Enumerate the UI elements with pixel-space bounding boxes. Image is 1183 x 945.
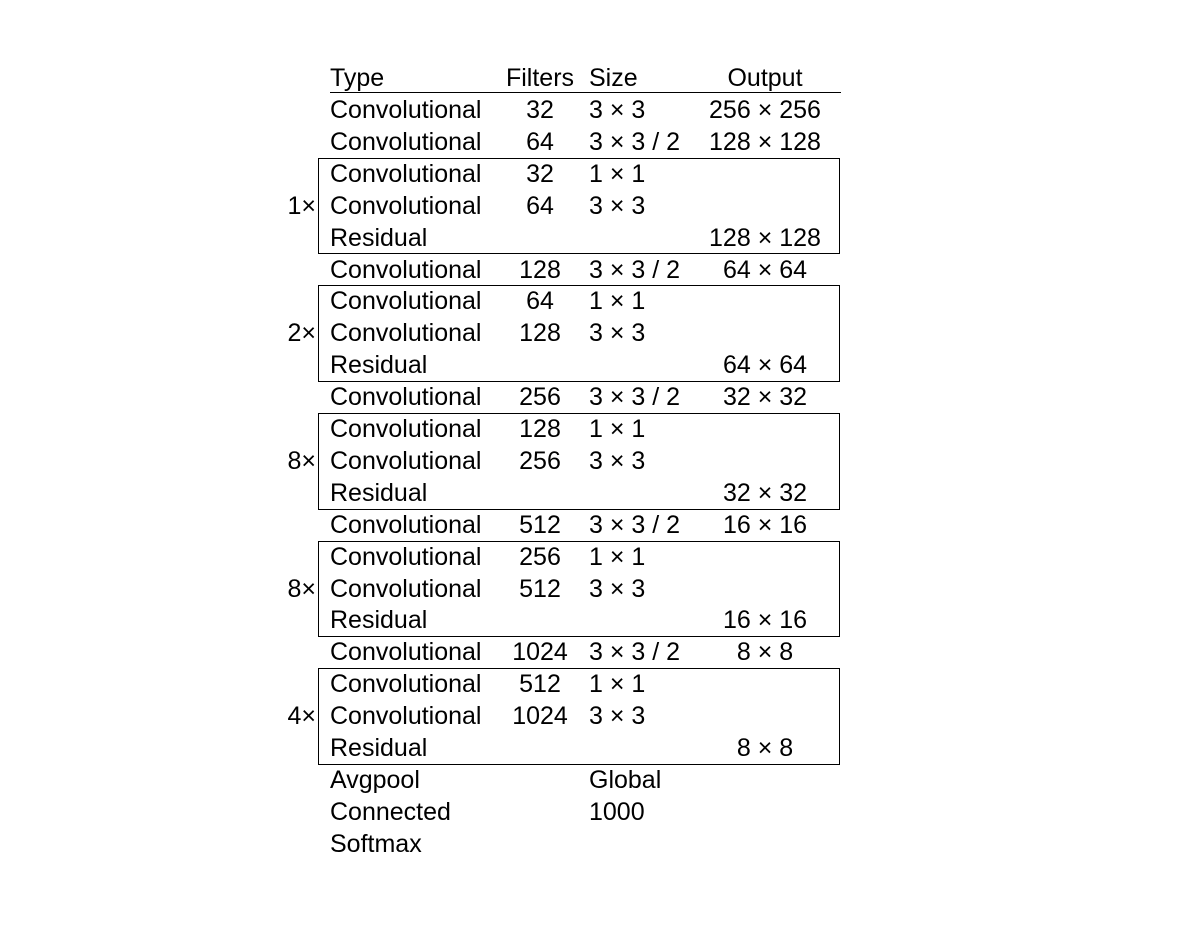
layer-filters: 512 xyxy=(519,510,561,539)
layer-size: 3 × 3 xyxy=(589,319,646,348)
layer-output: 64 × 64 xyxy=(722,255,808,284)
layer-output xyxy=(700,285,830,317)
layer-size: 3 × 3 / 2 xyxy=(589,255,681,284)
layer-output: 16 × 16 xyxy=(722,606,808,635)
layer-filters: 512 xyxy=(519,574,561,603)
layer-type: Convolutional xyxy=(330,159,482,188)
layer-output xyxy=(700,190,830,222)
layer-type: Convolutional xyxy=(330,96,482,124)
header-output: Output xyxy=(727,64,803,92)
layer-type: Residual xyxy=(330,734,428,762)
layer-output: 32 × 32 xyxy=(722,383,808,412)
layer-filters xyxy=(504,828,576,860)
layer-filters: 128 xyxy=(519,255,561,284)
layer-output xyxy=(700,668,830,700)
layer-type: Convolutional xyxy=(330,127,482,156)
layer-filters xyxy=(504,764,576,796)
layer-filters: 128 xyxy=(519,319,561,348)
layer-type: Convolutional xyxy=(330,319,482,348)
layer-type: Softmax xyxy=(330,829,422,858)
layer-size: 3 × 3 / 2 xyxy=(589,383,681,412)
layer-filters: 64 xyxy=(526,191,554,220)
layer-type: Convolutional xyxy=(330,415,482,443)
layer-type: Convolutional xyxy=(330,574,482,603)
layer-filters xyxy=(504,732,576,764)
header-rule xyxy=(330,92,841,93)
layer-type: Residual xyxy=(330,223,428,252)
layer-filters: 64 xyxy=(526,287,554,316)
layer-size: 3 × 3 xyxy=(589,574,646,603)
layer-filters: 256 xyxy=(519,542,561,571)
layer-size: 3 × 3 / 2 xyxy=(589,510,681,539)
repeat-count-label: 4× xyxy=(287,702,316,731)
layer-size: 3 × 3 xyxy=(589,702,646,731)
layer-size: 3 × 3 / 2 xyxy=(589,638,681,667)
layer-size: 1 × 1 xyxy=(589,670,646,699)
layer-output: 128 × 128 xyxy=(709,127,821,156)
layer-type: Convolutional xyxy=(330,255,482,284)
layer-filters: 32 xyxy=(526,159,554,188)
layer-type: Convolutional xyxy=(330,638,482,667)
layer-type: Residual xyxy=(330,478,428,507)
layer-filters: 1024 xyxy=(512,638,568,667)
layer-filters xyxy=(504,477,576,509)
layer-output xyxy=(700,445,830,477)
header-size: Size xyxy=(589,64,638,92)
header-type: Type xyxy=(330,64,385,92)
layer-output: 8 × 8 xyxy=(736,734,794,762)
repeat-count-label: 1× xyxy=(287,191,316,220)
layer-type: Convolutional xyxy=(330,191,482,220)
layer-output: 64 × 64 xyxy=(722,351,808,380)
layer-output: 16 × 16 xyxy=(722,510,808,539)
layer-type: Convolutional xyxy=(330,702,482,731)
layer-output xyxy=(700,541,830,573)
layer-type: Convolutional xyxy=(330,287,482,316)
layer-size: 3 × 3 xyxy=(589,191,646,220)
layer-filters xyxy=(504,349,576,381)
layer-output xyxy=(700,700,830,732)
layer-output xyxy=(700,158,830,190)
layer-output: 256 × 256 xyxy=(709,96,821,124)
layer-size: 3 × 3 xyxy=(589,446,646,475)
layer-type: Avgpool xyxy=(330,765,420,794)
layer-output xyxy=(700,828,830,860)
layer-output: 32 × 32 xyxy=(722,478,808,507)
layer-type: Convolutional xyxy=(330,446,482,475)
layer-filters: 512 xyxy=(519,670,561,699)
repeat-count-label: 8× xyxy=(287,446,316,475)
repeat-count-label: 2× xyxy=(287,319,316,348)
layer-output xyxy=(700,573,830,605)
layer-size: Global xyxy=(589,765,662,794)
layer-size: 1000 xyxy=(589,797,645,826)
layer-filters: 256 xyxy=(519,446,561,475)
layer-type: Convolutional xyxy=(330,510,482,539)
layer-size: 1 × 1 xyxy=(589,159,646,188)
layer-output: 128 × 128 xyxy=(709,223,821,252)
layer-filters xyxy=(504,222,576,254)
layer-filters xyxy=(504,796,576,828)
layer-type: Convolutional xyxy=(330,383,482,412)
layer-type: Connected xyxy=(330,797,451,826)
layer-type: Residual xyxy=(330,351,428,380)
layer-filters: 32 xyxy=(526,96,554,124)
layer-type: Residual xyxy=(330,606,428,635)
layer-output: 8 × 8 xyxy=(736,638,794,667)
layer-size: 1 × 1 xyxy=(589,287,646,316)
layer-output xyxy=(700,413,830,445)
layer-size: 3 × 3 xyxy=(589,96,646,124)
layer-type: Convolutional xyxy=(330,542,482,571)
layer-filters: 1024 xyxy=(512,702,568,731)
layer-output xyxy=(700,317,830,349)
repeat-count-label: 8× xyxy=(287,574,316,603)
layer-filters xyxy=(504,604,576,636)
layer-size: 3 × 3 / 2 xyxy=(589,127,681,156)
layer-filters: 64 xyxy=(526,127,554,156)
layer-output xyxy=(700,764,830,796)
layer-output xyxy=(700,796,830,828)
layer-size: 1 × 1 xyxy=(589,415,646,443)
layer-size: 1 × 1 xyxy=(589,542,646,571)
layer-filters: 128 xyxy=(519,415,561,443)
layer-type: Convolutional xyxy=(330,670,482,699)
header-filters: Filters xyxy=(505,64,575,92)
layer-filters: 256 xyxy=(519,383,561,412)
